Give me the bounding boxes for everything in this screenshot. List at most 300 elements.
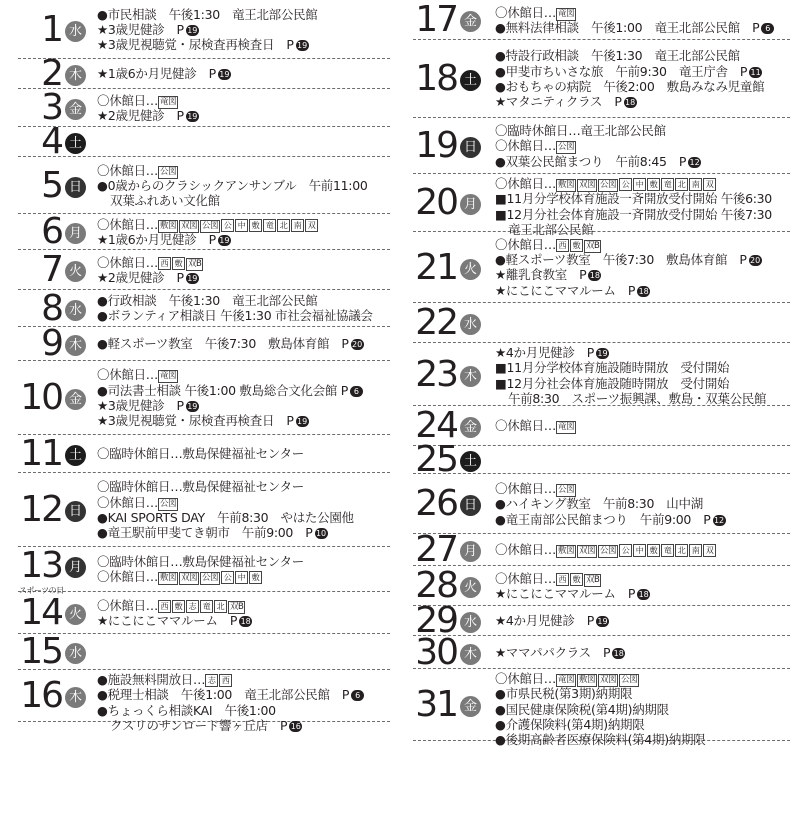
weekday-badge: 火 (65, 604, 86, 625)
event-line (495, 645, 790, 660)
weekday-badge: 火 (460, 259, 481, 280)
event-text: 双葉ふれあい文化館 (110, 193, 220, 209)
day-row (413, 174, 790, 237)
facility-house-icon: 中 (235, 219, 248, 232)
day-number: 4 (41, 121, 62, 162)
event-text: ★離乳食教室 P (495, 267, 587, 283)
event-line (97, 308, 390, 323)
event-line (495, 154, 790, 169)
event-text: ●甲斐市ちいさな旅 午前9:30 竜王庁舎 P (495, 63, 748, 79)
event-text: ●おもちゃの病院 午後2:00 敷島みなみ児童館 (495, 78, 765, 94)
facility-tag: 敷図 (160, 573, 177, 584)
event-line (495, 418, 790, 433)
day-number: 2 (41, 53, 62, 94)
event-line (97, 703, 390, 718)
facility-house-icon: 公 (221, 219, 234, 232)
event-line (97, 270, 390, 285)
event-line (495, 138, 790, 153)
event-line (495, 267, 790, 282)
page-ref-badge: 6 (351, 690, 364, 701)
page-ref-badge: 6 (761, 23, 774, 34)
weekday-badge: 金 (460, 11, 481, 32)
page-ref-badge: 18 (589, 271, 600, 281)
weekday-badge: 水 (65, 300, 86, 321)
event-line (495, 94, 790, 109)
day-number: 13 (20, 544, 62, 586)
weekday-badge: 水 (65, 643, 86, 664)
event-line (97, 7, 390, 22)
weekday-badge: 土 (65, 445, 86, 466)
event-text: ●市県民税(第3期)納期限 (495, 686, 633, 702)
page-ref-badge: 19 (297, 417, 308, 427)
event-line (495, 542, 790, 557)
facility-house-icon: 竜 (661, 178, 674, 191)
facility-house-icon: 公 (619, 178, 632, 191)
event-line (97, 446, 390, 461)
event-text: 〇休館日… (97, 254, 159, 270)
weekday-badge: 月 (65, 557, 86, 578)
weekday-badge: 金 (460, 417, 481, 438)
day-number: 11 (20, 433, 62, 474)
event-text: 〇休館日… (495, 671, 557, 686)
event-text: ★2歳児健診 P (97, 107, 184, 123)
facility-house-icon: 敷 (249, 571, 262, 584)
event-text: ●軽スポーツ教室 午後7:30 敷島体育館 P (495, 252, 747, 268)
event-text: 〇休館日… (495, 570, 557, 586)
event-line (495, 123, 790, 138)
facility-tag: 公図 (160, 166, 177, 177)
day-row (413, 343, 790, 406)
day-number: 29 (415, 600, 457, 641)
day-row (413, 600, 790, 641)
event-line (495, 496, 790, 511)
facility-house-icon: 西 (556, 239, 569, 252)
page-ref-badge: 19 (597, 349, 608, 358)
facility-tag: 公図 (558, 485, 575, 496)
event-text: ●双葉公民館まつり 午前8:45 P (495, 153, 687, 169)
weekday-badge: 土 (65, 133, 86, 154)
event-list (495, 237, 790, 298)
event-list (495, 613, 790, 628)
facility-house-icon: 公 (619, 544, 632, 557)
facility-tag: 敷図 (160, 220, 177, 231)
event-text: 〇休館日… (97, 569, 159, 585)
weekday-badge: 木 (65, 65, 86, 86)
weekday-badge: 水 (65, 21, 86, 42)
event-line (97, 163, 390, 178)
page-ref-badge: 20 (352, 340, 363, 350)
page-ref-badge: 19 (187, 273, 198, 283)
facility-tag: 双B (230, 601, 244, 612)
page-ref-badge: 16 (290, 721, 301, 731)
facility-tag: 公図 (202, 573, 219, 584)
event-text: ■12月分社会体育施設一斉開放受付開始 午後7:30 (495, 206, 772, 222)
page-ref-badge: 12 (713, 515, 725, 525)
weekday-badge: 日 (65, 177, 86, 198)
day-number: 21 (415, 246, 457, 288)
event-line (97, 108, 390, 123)
facility-tag: 双図 (181, 220, 198, 231)
event-line (495, 613, 790, 628)
event-line (97, 510, 390, 525)
event-line (495, 64, 790, 79)
event-line (97, 525, 390, 540)
day-number: 5 (41, 164, 62, 206)
facility-house-icon: 南 (689, 544, 702, 557)
event-text: 〇臨時休館日…竜王北部公民館 (495, 123, 666, 139)
day-number: 27 (415, 529, 457, 570)
event-line (97, 398, 390, 413)
weekday-badge: 土 (460, 451, 481, 472)
weekday-badge: 木 (65, 687, 86, 708)
event-text: 午前8:30 スポーツ振興課、敷島・双葉公民館 (508, 390, 767, 406)
event-list (495, 542, 790, 557)
event-text: ★1歳6か月児健診 P (97, 66, 216, 82)
day-number: 22 (415, 302, 457, 343)
day-number: 18 (415, 58, 457, 99)
facility-tag: 公図 (621, 675, 638, 685)
day-number: 14 (20, 592, 62, 633)
day-row (413, 40, 790, 118)
event-list (495, 571, 790, 602)
day-number: 3 (41, 87, 62, 128)
event-text: ●介護保険料(第4期)納期限 (495, 716, 645, 732)
event-list (97, 293, 390, 324)
weekday-badge: 日 (460, 495, 481, 516)
event-line (495, 512, 790, 527)
facility-house-icon: 中 (633, 544, 646, 557)
event-list (97, 7, 390, 53)
event-text: 〇臨時休館日…敷島保健福祉センター (97, 554, 304, 570)
weekday-badge: 月 (65, 223, 86, 244)
event-list (97, 217, 390, 248)
event-text: ★にこにこママルーム P (495, 585, 636, 601)
event-line (97, 495, 390, 510)
event-text: ★3歳児健診 P (97, 21, 184, 37)
event-text: ●国民健康保険税(第4期)納期限 (495, 701, 669, 717)
event-line (97, 336, 390, 351)
event-text: ●竜王駅前甲斐てき朝市 午前9:00 P (97, 525, 313, 541)
weekday-badge: 金 (65, 99, 86, 120)
event-text: ★4か月児健診 P (495, 613, 594, 629)
facility-house-icon: 西 (158, 257, 171, 270)
holiday-label: スポーツの日 (19, 585, 64, 595)
event-line (495, 48, 790, 63)
event-line (495, 481, 790, 496)
event-text: ★3歳児視聴覚・尿検査再検査日 P (97, 413, 294, 429)
event-line (495, 191, 790, 206)
event-line (495, 176, 790, 191)
event-list (495, 176, 790, 237)
day-row (18, 89, 390, 127)
facility-house-icon: 敷 (249, 219, 262, 232)
facility-tag: 公図 (558, 142, 575, 153)
event-text: ■11月分学校体育施設一斉開放受付開始 午後6:30 (495, 191, 772, 207)
event-list (495, 671, 790, 747)
facility-house-icon: 敷 (172, 600, 185, 613)
facility-house-icon: 志 (205, 674, 218, 687)
event-text: 〇休館日… (495, 481, 557, 497)
day-number: 26 (415, 483, 457, 524)
event-line (97, 293, 390, 308)
event-list (97, 255, 390, 286)
facility-house-icon: 北 (277, 219, 290, 232)
facility-house-icon: 竜 (200, 600, 213, 613)
facility-tag: 公図 (600, 546, 617, 557)
day-number: 31 (415, 684, 457, 725)
day-row (18, 121, 390, 162)
page-ref-badge: 19 (219, 70, 230, 80)
event-text: ●後期高齢者医療保険料(第4期)納期限 (495, 732, 706, 748)
weekday-badge: 金 (460, 696, 481, 717)
facility-house-icon: 中 (235, 571, 248, 584)
page-ref-badge: 10 (315, 529, 327, 539)
day-number: 8 (41, 287, 62, 329)
day-row (18, 473, 390, 547)
page-ref-badge: 19 (187, 401, 198, 411)
facility-house-icon: 志 (186, 600, 199, 613)
event-line (495, 586, 790, 601)
event-text: 〇休館日… (495, 176, 557, 191)
event-text: ●施設無料開放日… (97, 672, 206, 687)
event-list (495, 123, 790, 169)
day-row (18, 53, 390, 94)
event-list (97, 66, 390, 81)
day-row (413, 474, 790, 534)
event-line (495, 252, 790, 267)
day-row (413, 0, 790, 40)
event-list (495, 48, 790, 109)
event-text: 〇臨時休館日…敷島保健福祉センター (97, 446, 304, 462)
day-number: 15 (20, 631, 62, 672)
weekday-badge: 日 (460, 137, 481, 158)
event-text: 〇休館日… (97, 92, 159, 108)
event-text: 〇休館日… (495, 4, 557, 20)
day-row (413, 118, 790, 174)
day-row (18, 0, 390, 59)
day-row (18, 361, 390, 435)
event-list (97, 163, 390, 209)
facility-tag: 竜図 (558, 675, 575, 685)
event-text: 竜王北部公民館 (508, 221, 594, 237)
event-line (97, 554, 390, 569)
event-list (495, 481, 790, 527)
day-row (18, 287, 390, 329)
event-line (97, 367, 390, 382)
weekday-badge: 日 (65, 501, 86, 522)
facility-tag: 双B (188, 258, 202, 269)
event-line (97, 569, 390, 584)
facility-house-icon: 竜 (263, 219, 276, 232)
facility-house-icon: 中 (633, 178, 646, 191)
event-line (97, 93, 390, 108)
event-line (97, 672, 390, 687)
event-text: ●税理士相談 午後1:00 竜王北部公民館 P (97, 687, 350, 703)
weekday-badge: 月 (460, 194, 481, 215)
event-line (97, 479, 390, 494)
event-text: 〇休館日… (495, 138, 557, 154)
facility-house-icon: 竜 (661, 544, 674, 557)
event-text: ●ちょっくら相談KAI 午後1:00 (97, 702, 276, 718)
event-line (495, 360, 790, 375)
event-list (97, 367, 390, 428)
weekday-badge: 木 (460, 644, 481, 665)
page-ref-badge: 19 (187, 25, 198, 35)
facility-tag: 敷図 (579, 675, 596, 685)
weekday-badge: 金 (65, 389, 86, 410)
facility-house-icon: 南 (689, 178, 702, 191)
event-line (97, 255, 390, 270)
page-ref-badge: 19 (187, 111, 198, 121)
event-line (495, 391, 790, 406)
facility-house-icon: 双 (703, 178, 716, 191)
event-line (97, 37, 390, 52)
event-line (495, 237, 790, 252)
day-row (18, 631, 390, 672)
page-ref-badge: 11 (750, 67, 761, 77)
event-text: 〇臨時休館日…敷島保健福祉センター (97, 479, 304, 495)
day-number: 16 (20, 675, 62, 716)
event-list (495, 345, 790, 406)
facility-tag: 竜図 (558, 8, 575, 19)
weekday-badge: 水 (460, 612, 481, 633)
event-list (495, 5, 790, 36)
facility-house-icon: 南 (291, 219, 304, 232)
event-text: 〇休館日… (97, 494, 159, 510)
day-row (18, 157, 390, 214)
day-number: 30 (415, 631, 457, 673)
event-list (495, 645, 790, 660)
day-row (413, 529, 790, 570)
event-text: ●竜王南部公民館まつり 午前9:00 P (495, 511, 711, 527)
weekday-badge: 月 (460, 541, 481, 562)
facility-house-icon: 双 (703, 544, 716, 557)
day-row (413, 439, 790, 480)
event-text: ★4か月児健診 P (495, 345, 594, 360)
event-list (495, 418, 790, 433)
event-text: ●特設行政相談 午後1:30 竜王北部公民館 (495, 48, 740, 64)
event-list (97, 446, 390, 461)
facility-house-icon: 敷 (647, 544, 660, 557)
day-row (18, 211, 390, 252)
event-line (495, 207, 790, 222)
event-line (495, 345, 790, 360)
day-number: 17 (415, 0, 457, 40)
facility-tag: 双図 (600, 675, 617, 685)
page-ref-badge: 18 (624, 98, 636, 108)
day-number: 19 (415, 125, 457, 166)
day-row (413, 303, 790, 343)
event-line (97, 66, 390, 81)
day-number: 6 (41, 211, 62, 252)
facility-tag: 双B (586, 574, 600, 585)
day-number: 20 (415, 182, 457, 223)
event-line (97, 232, 390, 247)
facility-tag: 公図 (160, 498, 177, 509)
day-row (413, 631, 790, 673)
facility-house-icon: 敷 (647, 178, 660, 191)
day-number: 7 (41, 249, 62, 290)
facility-house-icon: 北 (214, 600, 227, 613)
page-ref-badge: 18 (613, 648, 624, 658)
event-line (97, 22, 390, 37)
weekday-badge: 火 (460, 577, 481, 598)
facility-house-icon: 北 (675, 544, 688, 557)
facility-tag: 竜図 (558, 422, 575, 433)
event-text: ■12月分社会体育施設随時開放 受付開始 (495, 375, 730, 391)
facility-tag: 公図 (600, 180, 617, 190)
facility-house-icon: 双 (305, 219, 318, 232)
event-text: ●ボランティア相談日 午後1:30 市社会福祉協議会 (97, 308, 373, 324)
event-line (97, 687, 390, 702)
event-text: ★ママパパクラス P (495, 644, 611, 660)
day-row (413, 566, 790, 606)
facility-house-icon: 敷 (570, 573, 583, 586)
event-list (97, 672, 390, 733)
day-row (18, 544, 390, 595)
day-row (413, 232, 790, 303)
event-line (495, 671, 790, 686)
event-text: ★2歳児健診 P (97, 269, 184, 285)
page-ref-badge: 18 (638, 589, 649, 599)
page-ref-badge: 12 (689, 157, 700, 167)
event-text: ●KAI SPORTS DAY 午前8:30 やはた公園他 (97, 509, 354, 525)
event-line (495, 20, 790, 35)
day-row (413, 406, 790, 446)
event-list (97, 336, 390, 351)
facility-tag: 竜図 (160, 96, 177, 107)
weekday-badge: 火 (65, 261, 86, 282)
event-text: ■11月分学校体育施設随時開放 受付開始 (495, 360, 730, 376)
day-number: 24 (415, 405, 457, 446)
facility-house-icon: 西 (556, 573, 569, 586)
page-ref-badge: 6 (350, 386, 363, 397)
event-line (97, 598, 390, 613)
event-line (495, 686, 790, 701)
event-text: 〇休館日… (97, 162, 159, 178)
facility-tag: 敷図 (558, 180, 575, 190)
event-text: ●司法書士相談 午後1:00 敷島総合文化会館 P (97, 382, 348, 398)
event-text: ★にこにこママルーム P (97, 612, 238, 628)
facility-tag: 双図 (579, 180, 596, 190)
page-ref-badge: 18 (240, 616, 251, 626)
event-text: ★3歳児健診 P (97, 397, 184, 413)
facility-house-icon: 敷 (570, 239, 583, 252)
day-number: 9 (41, 323, 62, 364)
page-ref-badge: 19 (597, 617, 608, 627)
page-ref-badge: 19 (219, 235, 230, 245)
event-text: ★にこにこママルーム P (495, 282, 636, 298)
event-list (97, 554, 390, 585)
event-text: クスリのサンロード響ヶ丘店 P (110, 717, 288, 733)
event-line (495, 717, 790, 732)
event-line (495, 79, 790, 94)
event-text: 〇休館日… (495, 418, 557, 434)
page-ref-badge: 19 (297, 41, 308, 51)
calendar-column-left (18, 0, 390, 733)
event-line (495, 571, 790, 586)
event-list (97, 93, 390, 124)
facility-house-icon: 西 (158, 600, 171, 613)
facility-tag: 双B (586, 240, 600, 251)
event-text: 〇休館日… (97, 367, 159, 383)
event-line (495, 5, 790, 20)
event-line (495, 283, 790, 298)
day-number: 1 (41, 8, 62, 50)
page-ref-badge: 18 (638, 286, 649, 296)
day-row (18, 250, 390, 290)
facility-tag: 竜図 (160, 371, 177, 382)
